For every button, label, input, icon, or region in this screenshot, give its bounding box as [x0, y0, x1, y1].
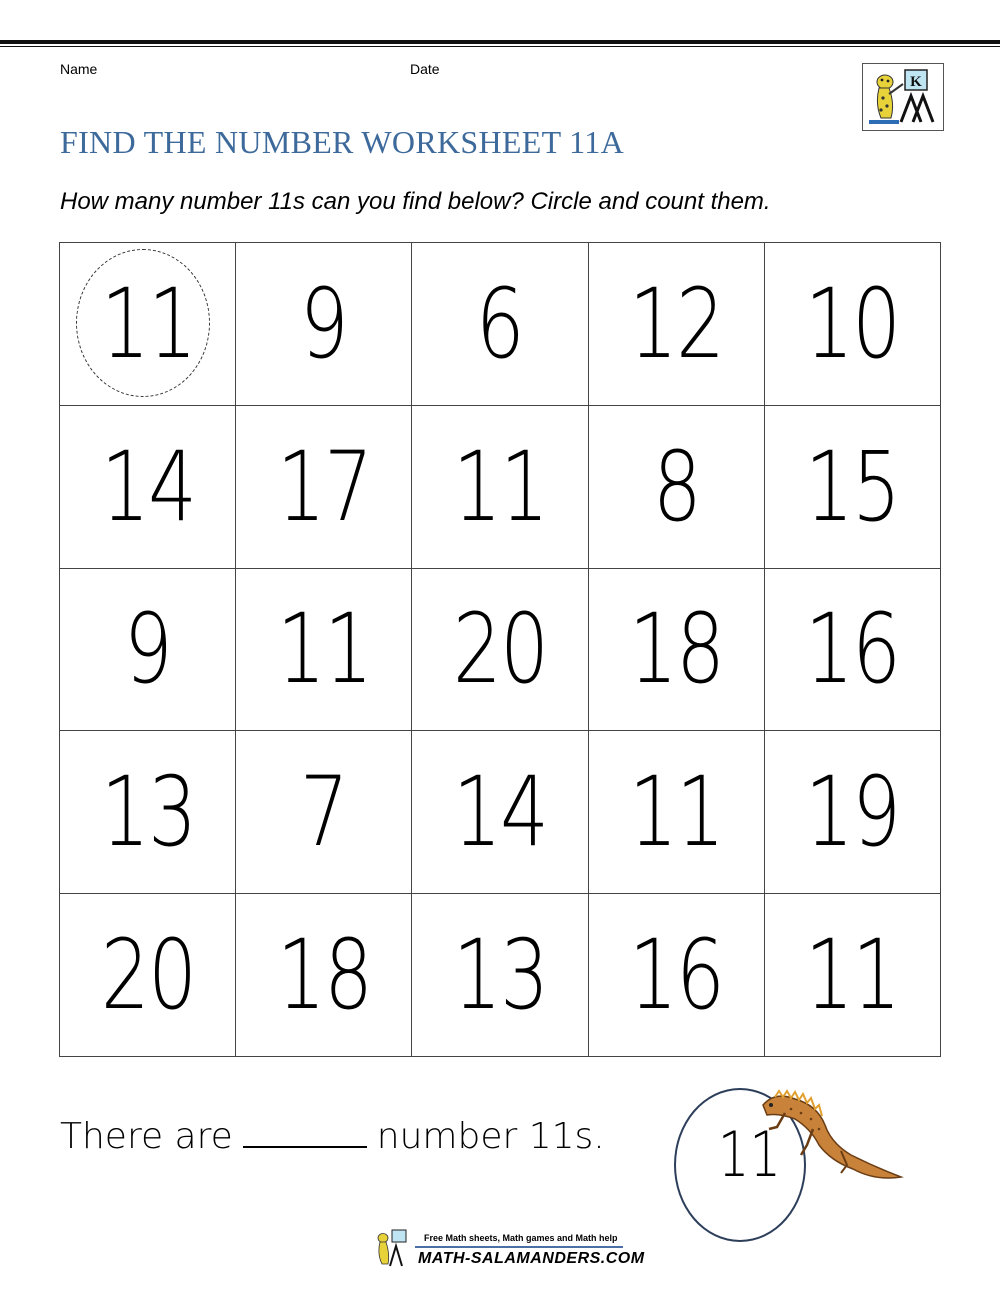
answer-sentence: [60, 1116, 605, 1157]
cell-number: 18: [628, 593, 724, 706]
cell-number: 18: [276, 919, 372, 1032]
cell-number: 20: [452, 593, 548, 706]
footer-site-link[interactable]: MATH-SALAMANDERS.COM: [418, 1250, 645, 1267]
grid-cell[interactable]: [236, 894, 412, 1057]
grid-cell[interactable]: [412, 243, 588, 406]
cell-number: 11: [276, 593, 372, 706]
cell-number: 7: [300, 756, 348, 869]
cell-number: 10: [805, 267, 900, 380]
grid-cell[interactable]: [60, 406, 236, 569]
grid-cell[interactable]: [412, 569, 588, 732]
grid-cell[interactable]: [765, 731, 941, 894]
grid-cell[interactable]: [60, 894, 236, 1057]
cell-number: 14: [100, 430, 195, 543]
salamander-icon: [755, 1085, 905, 1185]
cell-number: 13: [452, 919, 548, 1032]
grid-cell[interactable]: [236, 569, 412, 732]
top-rule-thin: [0, 46, 1000, 47]
cell-number: 11: [805, 919, 900, 1032]
footer-logo-icon: [374, 1228, 408, 1268]
grid-cell[interactable]: [412, 406, 588, 569]
grid-cell[interactable]: [60, 243, 236, 406]
cell-number: 6: [476, 267, 524, 380]
cell-number: 16: [628, 919, 724, 1032]
instructions-text: How many number 11s can you find below? Circle and count them.: [60, 188, 771, 215]
cell-number: 9: [300, 267, 348, 380]
grid-cell[interactable]: [765, 569, 941, 732]
grid-cell[interactable]: [589, 243, 765, 406]
grid-cell[interactable]: [60, 569, 236, 732]
cell-number: 17: [276, 430, 372, 543]
grid-cell[interactable]: [236, 731, 412, 894]
grid-cell[interactable]: [589, 731, 765, 894]
cell-number: 11: [628, 756, 724, 869]
number-grid: [59, 242, 941, 1057]
footer-tagline: Free Math sheets, Math games and Math help: [424, 1233, 618, 1243]
cell-number: 8: [652, 430, 700, 543]
grid-cell[interactable]: [412, 894, 588, 1057]
name-label: Name: [60, 61, 98, 77]
kindergarten-logo-icon: [862, 63, 944, 131]
date-label: Date: [410, 61, 440, 77]
svg-text:K: K: [910, 74, 922, 90]
grid-cell[interactable]: [765, 406, 941, 569]
cell-number: 11: [452, 430, 548, 543]
cell-number: 15: [805, 430, 900, 543]
answer-suffix: number 11s.: [376, 1116, 605, 1157]
cell-number: 11: [100, 267, 195, 380]
oval-number: 11: [717, 1118, 782, 1191]
worksheet-title: FIND THE NUMBER WORKSHEET 11A: [60, 124, 624, 160]
cell-number: 16: [805, 593, 900, 706]
grid-cell[interactable]: [60, 731, 236, 894]
cell-number: 14: [452, 756, 548, 869]
answer-prefix: There are: [60, 1116, 233, 1157]
answer-blank-field[interactable]: [243, 1116, 367, 1148]
grid-cell[interactable]: [236, 406, 412, 569]
cell-number: 9: [123, 593, 172, 706]
grid-cell[interactable]: [765, 243, 941, 406]
grid-cell[interactable]: [589, 569, 765, 732]
grid-cell[interactable]: [236, 243, 412, 406]
grid-cell[interactable]: [589, 406, 765, 569]
footer-divider: [415, 1246, 623, 1248]
cell-number: 12: [628, 267, 724, 380]
cell-number: 19: [805, 756, 900, 869]
grid-cell[interactable]: [765, 894, 941, 1057]
grid-cell[interactable]: [412, 731, 588, 894]
cell-number: 20: [100, 919, 195, 1032]
cell-number: 13: [100, 756, 195, 869]
grid-cell[interactable]: [589, 894, 765, 1057]
top-rule: [0, 40, 1000, 44]
